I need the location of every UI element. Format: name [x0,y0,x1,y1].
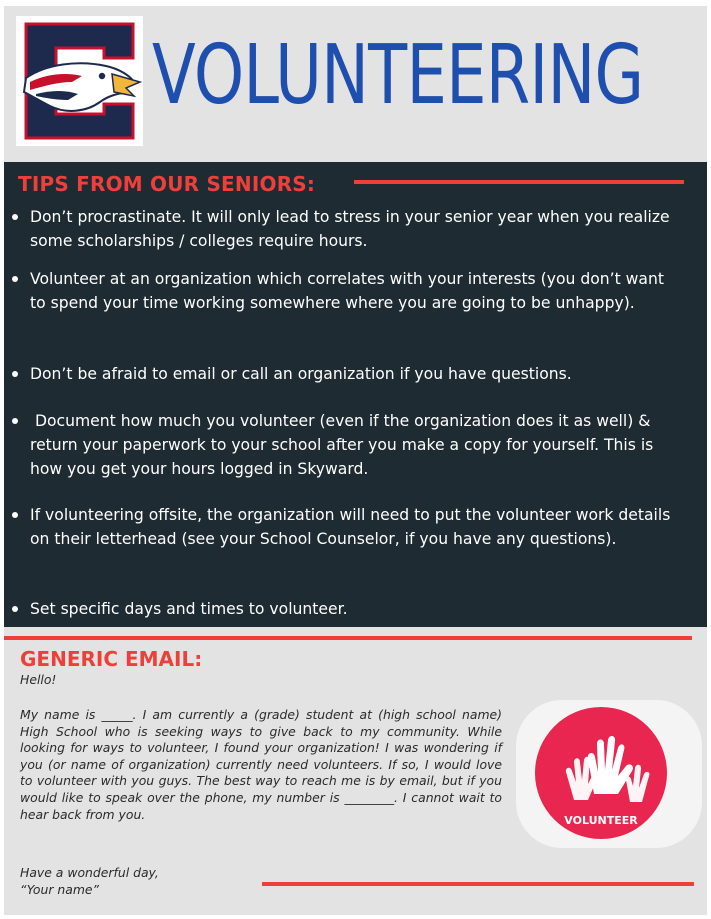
email-heading: GENERIC EMAIL: [20,647,203,671]
tips-heading-rule [354,180,684,184]
tip-item [30,362,680,386]
tip-item [30,503,680,551]
bullet-icon [12,214,18,220]
tips-heading: TIPS FROM OUR SENIORS: [18,172,316,196]
volunteer-badge [534,706,668,840]
footer-rule [262,882,694,886]
tip-text: Don’t procrastinate. It will only lead to stress in your senior year when you realize some scholarships / colleges require hours. [30,208,670,250]
eagle-c-logo-icon [16,16,143,146]
email-greeting: Hello! [20,672,57,687]
tip-text: Don’t be afraid to email or call an organization if you have questions. [30,365,572,383]
bullet-icon [12,371,18,377]
email-body: My name is _____. I am currently a (grade) student at (high school name) High School who is seeking ways to give back to my community. While looking for ways to volunteer, I found your organization! I was wondering if you (or name of organization) currently need volunteers. If so, I would love to volunteer with you guys. The best way to reach me is by email, but if you would like to speak over the phone, my number is ________. I cannot wait to hear back from you. [20,707,502,822]
tip-text: Volunteer at an organization which correlates with your interests (you don’t want to spend your time working somewhere where you are going to be unhappy). [30,270,664,312]
bullet-icon [12,418,18,424]
tip-item [30,409,680,481]
tip-text: If volunteering offsite, the organization will need to put the volunteer work details on their letterhead (see your School Counselor, if you have any questions). [30,506,671,548]
bullet-icon [12,606,18,612]
tip-text: Set specific days and times to volunteer. [30,600,348,618]
tip-item [30,205,680,253]
tip-item [30,597,680,621]
tip-text: Document how much you volunteer (even if the organization does it as well) & return your paperwork to your school after you make a copy for yourself. This is how you get your hours logged in Skyward. [30,412,659,478]
flyer-page [4,6,707,915]
tip-item [30,267,680,315]
email-closing: Have a wonderful day, [20,865,159,880]
email-signature: “Your name” [20,882,99,897]
tips-panel [4,162,707,627]
header [4,6,707,156]
section-divider [4,636,692,640]
badge-label: VOLUNTEER [564,814,638,827]
bullet-icon [12,512,18,518]
page-title: VOLUNTEERING [152,28,644,123]
bullet-icon [12,276,18,282]
